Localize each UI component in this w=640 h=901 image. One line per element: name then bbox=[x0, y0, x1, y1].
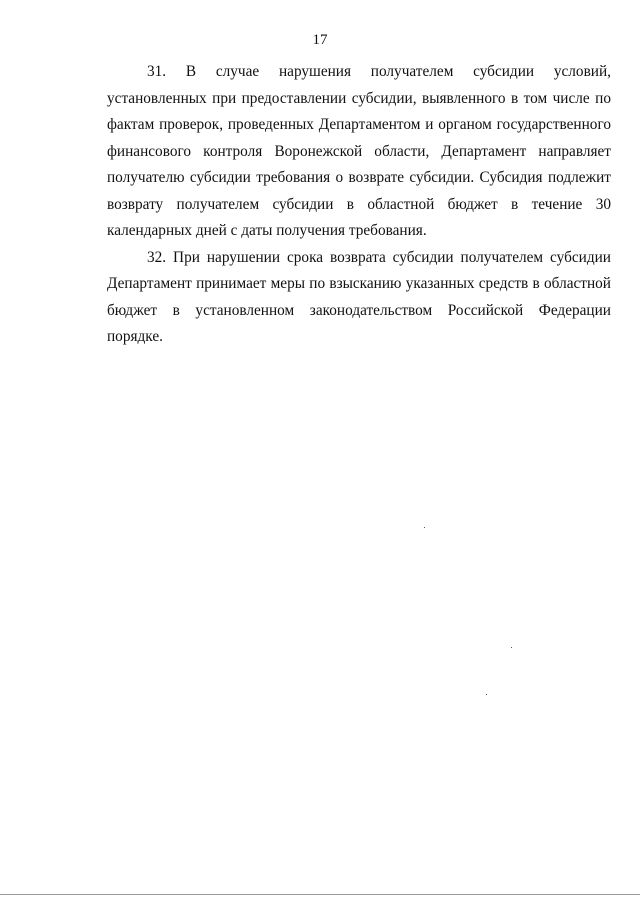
paragraph-31: 31. В случае нарушения получателем субсидии условий, установленных при предоставлении субсидии, выявленного в том числе по фактам проверок, проведенных Департаментом и органом государственного финансового контроля Воронежской области, Департамент направляет получателю субсидии требования о возврате субсидии. Субсидия подлежит возврату получателем субсидии в областной бюджет в течение 30 календарных дней с даты получения требования. bbox=[107, 63, 611, 239]
page-number: 17 bbox=[312, 32, 328, 48]
scan-bottom-edge bbox=[0, 894, 640, 895]
scan-artifact-dot bbox=[424, 527, 425, 528]
paragraph-32: 32. При нарушении срока возврата субсидии получателем субсидии Департамент принимает меры по взысканию указанных средств в областной бюджет в установленном законодательством Российской Федерации порядке. bbox=[107, 248, 611, 345]
scan-artifact-dot bbox=[511, 647, 512, 648]
scan-artifact-dot bbox=[486, 694, 487, 695]
document-body bbox=[107, 59, 611, 351]
